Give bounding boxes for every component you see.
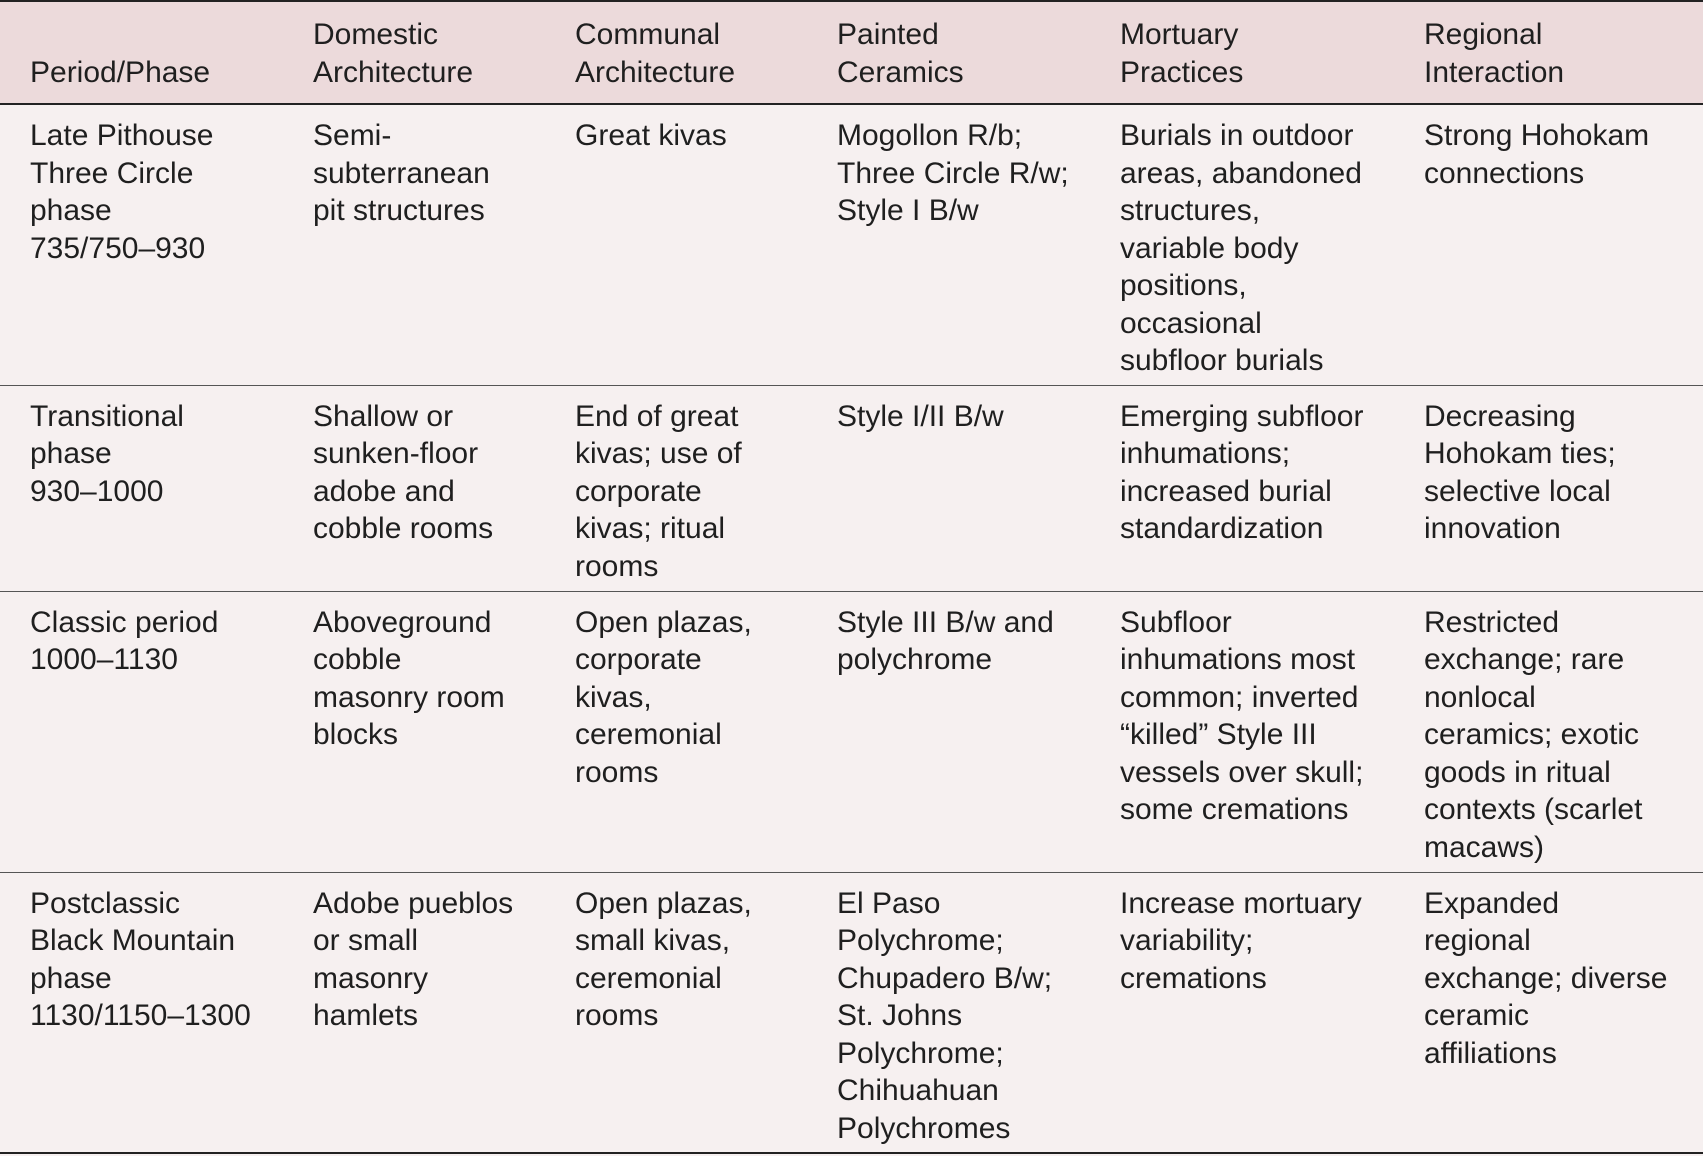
cell-text-line: Style I/II B/w (837, 399, 1004, 433)
header-text-line: Period/Phase (30, 55, 211, 89)
cell-text-line: adobe and (313, 474, 455, 508)
cell-text-line: Style I B/w (837, 194, 979, 227)
cell-text-line: polychrome (837, 643, 993, 676)
cell-text-line: affiliations (1424, 1036, 1557, 1070)
header-text-line: Interaction (1424, 55, 1565, 89)
cell-text-line: macaws) (1424, 830, 1545, 864)
cell-text-line: hamlets (313, 999, 419, 1032)
cell-text-line: variability; (1120, 924, 1254, 957)
cell-text-line: Shallow or (313, 399, 454, 433)
cell-text-line: occasional (1120, 306, 1262, 340)
cell-text-line: some cremations (1120, 793, 1349, 826)
cell-text-line: El Paso (837, 886, 941, 920)
cell-text-line: increased burial (1120, 474, 1332, 508)
header-text-line: Regional (1424, 18, 1543, 51)
cell-domestic-architecture (283, 385, 545, 591)
cell-text-line: kivas, (575, 680, 652, 714)
cell-text-line: sunken-floor (313, 437, 479, 470)
cell-text-line: selective local (1424, 474, 1611, 508)
table-row (0, 104, 1703, 385)
cell-text-line: standardization (1120, 512, 1324, 545)
cell-mortuary-practices (1090, 385, 1394, 591)
header-text-line: Painted (837, 18, 939, 51)
column-header-regional-interaction (1394, 1, 1703, 104)
cell-text-line: contexts (scarlet (1424, 793, 1643, 826)
cell-text-line: Great kivas (575, 119, 727, 152)
cell-text-line: kivas; use of (575, 437, 742, 470)
column-header-period-phase (0, 1, 283, 104)
cell-communal-architecture (545, 872, 807, 1153)
header-text-line: Domestic (313, 18, 439, 51)
cell-communal-architecture (545, 104, 807, 385)
cell-regional-interaction (1394, 104, 1703, 385)
cell-text-line: Open plazas, (575, 605, 752, 639)
cell-text-line: phase (30, 961, 112, 995)
cell-text-line: Emerging subfloor (1120, 399, 1364, 433)
cell-text-line: Three Circle (30, 156, 194, 190)
cell-text-line: Polychrome; (837, 924, 1004, 957)
cell-text-line: nonlocal (1424, 680, 1536, 714)
cell-text-line: exchange; rare (1424, 643, 1625, 676)
header-text-line: Architecture (575, 55, 736, 89)
table-header (0, 1, 1703, 104)
table-body (0, 104, 1703, 1153)
cell-text-line: common; inverted (1120, 680, 1359, 714)
cell-painted-ceramics (807, 104, 1090, 385)
cell-regional-interaction (1394, 385, 1703, 591)
cell-text-line: corporate (575, 643, 702, 676)
cell-text-line: Transitional (30, 399, 184, 433)
cell-period-phase (0, 872, 283, 1153)
header-text-line: Practices (1120, 55, 1244, 89)
cell-text-line: variable body (1120, 231, 1299, 265)
cell-text-line: goods in ritual (1424, 755, 1611, 789)
cell-text-line: inhumations; (1120, 437, 1291, 470)
cell-text-line: pit structures (313, 194, 485, 227)
cell-painted-ceramics (807, 385, 1090, 591)
cell-text-line: Postclassic (30, 886, 181, 920)
cell-text-line: Style III B/w and (837, 605, 1054, 639)
cell-text-line: exchange; diverse (1424, 961, 1668, 995)
cell-text-line: Polychromes (837, 1111, 1011, 1145)
cell-text-line: Polychrome; (837, 1036, 1004, 1070)
table-row (0, 385, 1703, 591)
cell-text-line: vessels over skull; (1120, 755, 1364, 789)
cell-text-line: positions, (1120, 269, 1247, 302)
cell-text-line: St. Johns (837, 999, 963, 1032)
cell-text-line: “killed” Style III (1120, 718, 1317, 751)
cell-text-line: ceramics; exotic (1424, 718, 1640, 751)
cell-text-line: Hohokam ties; (1424, 437, 1616, 470)
header-text-line: Mortuary (1120, 18, 1239, 51)
cell-text-line: inhumations most (1120, 643, 1356, 676)
column-header-mortuary-practices (1090, 1, 1394, 104)
cell-text-line: blocks (313, 718, 399, 751)
cell-text-line: corporate (575, 474, 702, 508)
header-text-line: Ceramics (837, 55, 964, 89)
cell-period-phase (0, 104, 283, 385)
cell-text-line: rooms (575, 549, 659, 583)
cell-text-line: Chupadero B/w; (837, 961, 1053, 995)
cell-painted-ceramics (807, 872, 1090, 1153)
cell-text-line: Classic period (30, 605, 219, 639)
cell-text-line: Open plazas, (575, 886, 752, 920)
cell-text-line: masonry (313, 961, 429, 995)
cell-text-line: Burials in outdoor (1120, 119, 1354, 152)
cell-text-line: 930–1000 (30, 474, 164, 508)
cell-text-line: rooms (575, 999, 659, 1032)
cell-domestic-architecture (283, 104, 545, 385)
cell-text-line: ceramic (1424, 999, 1530, 1032)
cell-domestic-architecture (283, 591, 545, 872)
cell-text-line: Adobe pueblos (313, 886, 514, 920)
cell-communal-architecture (545, 591, 807, 872)
cell-period-phase (0, 591, 283, 872)
cell-text-line: phase (30, 437, 112, 470)
cell-mortuary-practices (1090, 591, 1394, 872)
cell-text-line: ceremonial (575, 961, 722, 995)
cell-text-line: areas, abandoned (1120, 156, 1362, 190)
column-header-domestic-architecture (283, 1, 545, 104)
table-row (0, 872, 1703, 1153)
cell-regional-interaction (1394, 591, 1703, 872)
cell-text-line: subterranean (313, 156, 490, 190)
cell-mortuary-practices (1090, 104, 1394, 385)
cell-text-line: cremations (1120, 961, 1267, 995)
cell-regional-interaction (1394, 872, 1703, 1153)
header-text-line: Architecture (313, 55, 474, 89)
cell-text-line: phase (30, 194, 112, 227)
column-header-communal-architecture (545, 1, 807, 104)
cell-text-line: Restricted (1424, 605, 1560, 639)
cell-text-line: cobble rooms (313, 512, 494, 545)
cell-text-line: 1000–1130 (30, 643, 178, 676)
cell-text-line: Mogollon R/b; (837, 119, 1023, 152)
cell-painted-ceramics (807, 591, 1090, 872)
cell-text-line: Three Circle R/w; (837, 156, 1069, 190)
cell-text-line: Chihuahuan (837, 1074, 999, 1107)
cell-text-line: 1130/1150–1300 (30, 999, 251, 1032)
cell-text-line: Expanded (1424, 886, 1560, 920)
cell-text-line: connections (1424, 156, 1585, 190)
cell-text-line: rooms (575, 755, 659, 789)
cell-text-line: regional (1424, 924, 1531, 957)
cell-text-line: End of great (575, 399, 739, 433)
header-row (0, 1, 1703, 104)
cell-text-line: Subfloor (1120, 605, 1232, 639)
cell-text-line: cobble (313, 643, 402, 676)
cell-text-line: small kivas, (575, 924, 731, 957)
cell-text-line: innovation (1424, 512, 1561, 545)
cell-period-phase (0, 385, 283, 591)
cell-text-line: or small (313, 924, 419, 957)
cell-text-line: kivas; ritual (575, 512, 726, 545)
cell-text-line: ceremonial (575, 718, 722, 751)
cell-text-line: Decreasing (1424, 399, 1576, 433)
cell-text-line: 735/750–930 (30, 231, 206, 265)
cell-communal-architecture (545, 385, 807, 591)
cell-text-line: structures, (1120, 194, 1261, 227)
cell-text-line: Semi- (313, 119, 392, 152)
cell-text-line: masonry room (313, 680, 505, 714)
column-header-painted-ceramics (807, 1, 1090, 104)
table-row (0, 591, 1703, 872)
cell-text-line: Increase mortuary (1120, 886, 1362, 920)
cell-text-line: subfloor burials (1120, 344, 1324, 377)
cell-text-line: Black Mountain (30, 924, 236, 957)
cell-text-line: Strong Hohokam (1424, 119, 1650, 152)
cell-text-line: Late Pithouse (30, 119, 214, 152)
header-text-line: Communal (575, 18, 721, 51)
cell-domestic-architecture (283, 872, 545, 1153)
cell-mortuary-practices (1090, 872, 1394, 1153)
cell-text-line: Aboveground (313, 605, 492, 639)
